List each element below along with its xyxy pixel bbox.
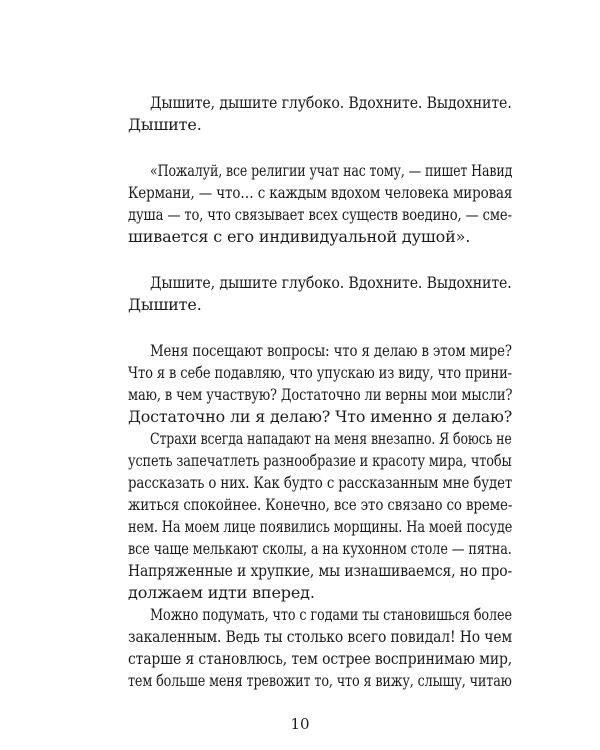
text-line: маю, в чем участвую? Достаточно ли верны мои мысли? xyxy=(128,385,513,404)
text-line: Кермани, — что… с каждым вдохом человека мировая xyxy=(128,183,513,202)
text-line: старше я становлюсь, тем острее воспринимаю мир, xyxy=(128,649,513,668)
text-line: душа — то, что связывает всех существ воедино, — сме- xyxy=(128,205,512,224)
text-line: Дышите. xyxy=(128,295,202,314)
text-line: Достаточно ли я делаю? Что именно я делаю? xyxy=(128,407,513,426)
text-line: закаленным. Ведь ты столько всего повидал! Но чем xyxy=(128,627,513,646)
text-line: рассказать о них. Как будто с рассказанным мне будет xyxy=(128,473,513,492)
text-line: Что я в себе подавляю, что упускаю из виду, что прини- xyxy=(128,363,512,382)
text-line: нем. На моем лице появились морщины. На моей посуде xyxy=(128,517,513,536)
text-line: Можно подумать, что с годами ты становишься более xyxy=(150,605,512,624)
text-line: тем больше меня тревожит то, что я вижу, слышу, читаю xyxy=(128,671,512,690)
text-line: Меня посещают вопросы: что я делаю в этом мире? xyxy=(150,341,512,360)
text-line: должаем идти вперед. xyxy=(128,583,315,602)
text-line: Страхи всегда нападают на меня внезапно. Я боюсь не xyxy=(150,429,512,448)
page-number: 10 xyxy=(290,715,310,733)
text-line: Дышите, дышите глубоко. Вдохните. Выдохните. xyxy=(150,93,512,112)
text-line: Дышите. xyxy=(128,115,202,134)
text-line: житься спокойнее. Конечно, все это связано со време- xyxy=(128,495,513,514)
text-line: Дышите, дышите глубоко. Вдохните. Выдохните. xyxy=(150,273,512,292)
text-line: все чаще мелькают сколы, а на кухонном столе — пятна. xyxy=(128,539,512,558)
text-line: успеть запечатлеть разнообразие и красоту мира, чтобы xyxy=(128,451,512,470)
text-line: Напряженные и хрупкие, мы изнашиваемся, но про- xyxy=(128,561,513,580)
text-line: шивается с его индивидуальной душой». xyxy=(128,227,471,246)
text-line: «Пожалуй, все религии учат нас тому, — пишет Навид xyxy=(150,161,513,180)
